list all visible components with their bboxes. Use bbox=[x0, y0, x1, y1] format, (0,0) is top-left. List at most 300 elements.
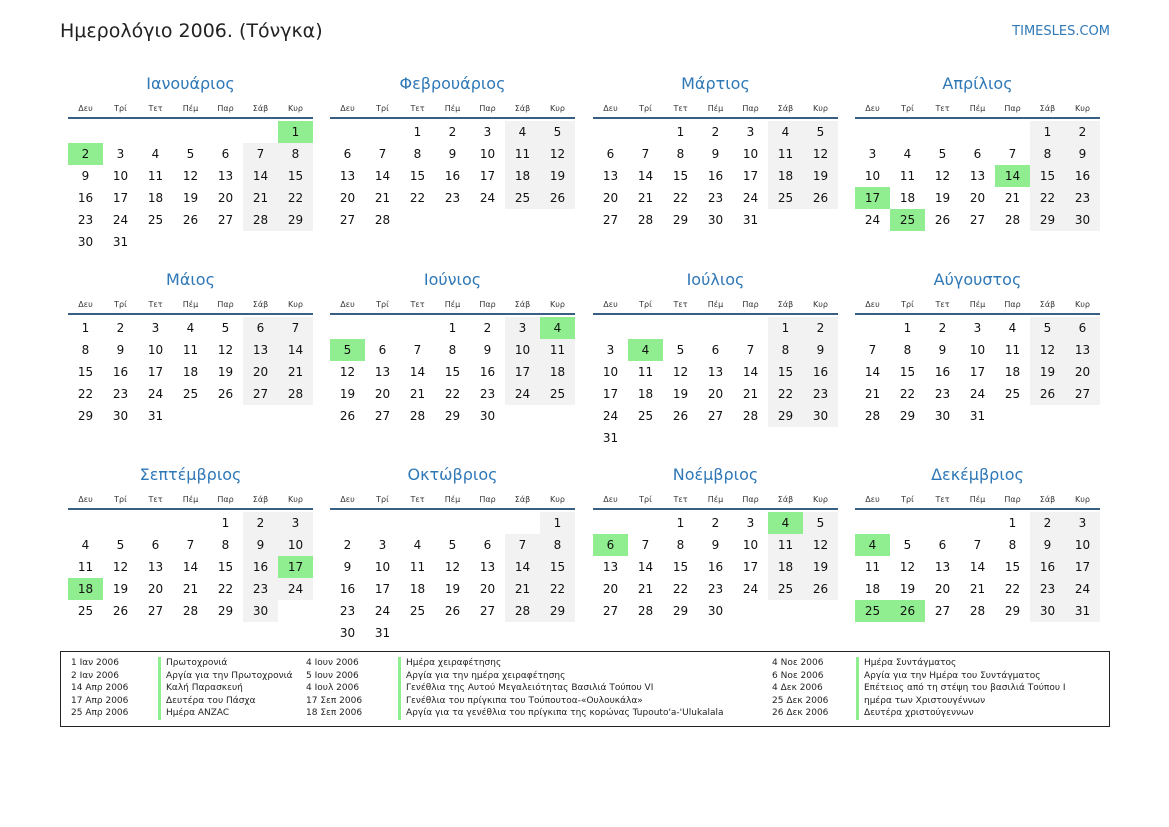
empty-cell bbox=[925, 121, 960, 143]
day-cell: 19 bbox=[672, 387, 689, 401]
day-cell: 10 bbox=[864, 169, 881, 183]
day-cell: 1 bbox=[221, 516, 230, 530]
day-cell: 20 bbox=[1065, 361, 1100, 383]
empty-cell bbox=[698, 427, 733, 449]
holiday-date: 17 Απρ 2006 bbox=[71, 695, 129, 706]
day-cell: 11 bbox=[540, 339, 575, 361]
day-cell: 13 bbox=[243, 339, 278, 361]
empty-cell bbox=[400, 512, 435, 534]
day-cell: 13 bbox=[602, 169, 619, 183]
day-cell: 9 bbox=[803, 339, 838, 361]
empty-cell bbox=[768, 427, 803, 449]
week-row bbox=[593, 143, 838, 165]
day-cell: 3 bbox=[151, 321, 160, 335]
empty-cell bbox=[540, 405, 575, 427]
weekday-label: Κυρ bbox=[288, 495, 303, 504]
weekday-label: Κυρ bbox=[550, 104, 565, 113]
day-cell: 29 bbox=[768, 405, 803, 427]
day-cell: 21 bbox=[243, 187, 278, 209]
month-title: Ιούνιος bbox=[423, 270, 482, 289]
day-cell: 4 bbox=[186, 321, 195, 335]
day-cell: 22 bbox=[540, 578, 575, 600]
day-cell: 17 bbox=[505, 361, 540, 383]
empty-cell bbox=[628, 427, 663, 449]
day-cell: 1 bbox=[413, 125, 422, 139]
empty-cell bbox=[890, 512, 925, 534]
empty-cell bbox=[470, 512, 505, 534]
day-cell: 8 bbox=[903, 343, 912, 357]
empty-cell bbox=[208, 405, 243, 427]
day-cell: 17 bbox=[969, 365, 986, 379]
day-cell: 12 bbox=[217, 343, 234, 357]
day-cell: 6 bbox=[343, 147, 352, 161]
weekday-header bbox=[68, 494, 313, 510]
empty-cell bbox=[663, 427, 698, 449]
day-cell: 9 bbox=[243, 534, 278, 556]
day-cell: 29 bbox=[540, 600, 575, 622]
week-row bbox=[855, 556, 1100, 578]
empty-cell bbox=[138, 231, 173, 253]
day-cell: 14 bbox=[637, 169, 654, 183]
empty-cell bbox=[138, 121, 173, 143]
empty-cell bbox=[243, 231, 278, 253]
day-cell: 4 bbox=[151, 147, 160, 161]
weekday-label: Πέμ bbox=[444, 104, 461, 113]
day-cell: 8 bbox=[448, 343, 457, 357]
day-cell: 23 bbox=[339, 604, 356, 618]
weekday-label: Παρ bbox=[217, 300, 234, 309]
day-cell: 10 bbox=[742, 147, 759, 161]
day-cell: 15 bbox=[540, 556, 575, 578]
day-cell: 3 bbox=[505, 317, 540, 339]
day-cell: 23 bbox=[803, 383, 838, 405]
day-cell: 6 bbox=[711, 343, 720, 357]
day-cell: 25 bbox=[505, 187, 540, 209]
day-cell: 8 bbox=[413, 147, 422, 161]
day-cell: 17 bbox=[112, 191, 129, 205]
day-cell: 12 bbox=[934, 169, 951, 183]
day-cell: 11 bbox=[505, 143, 540, 165]
week-row bbox=[330, 143, 575, 165]
day-cell: 20 bbox=[969, 191, 986, 205]
week-row bbox=[330, 534, 575, 556]
day-cell: 26 bbox=[540, 187, 575, 209]
day-cell: 30 bbox=[112, 409, 129, 423]
weekday-label: Κυρ bbox=[288, 300, 303, 309]
empty-cell bbox=[925, 512, 960, 534]
holiday-day-cell: 17 bbox=[855, 187, 890, 209]
weekday-label: Σάβ bbox=[514, 104, 531, 113]
day-cell: 28 bbox=[1004, 213, 1021, 227]
empty-cell bbox=[330, 512, 365, 534]
holiday-day-cell: 4 bbox=[628, 339, 663, 361]
week-row bbox=[855, 361, 1100, 383]
month-title: Οκτώβριος bbox=[407, 465, 498, 484]
day-cell: 6 bbox=[606, 147, 615, 161]
month-block bbox=[330, 269, 575, 427]
weekday-label: Τετ bbox=[673, 104, 688, 113]
weekday-header bbox=[855, 103, 1100, 119]
day-cell: 7 bbox=[641, 538, 650, 552]
week-row bbox=[330, 339, 575, 361]
weekday-label: Τετ bbox=[148, 495, 163, 504]
weekday-label: Κυρ bbox=[813, 104, 828, 113]
day-cell: 27 bbox=[339, 213, 356, 227]
day-cell: 2 bbox=[1030, 512, 1065, 534]
week-row bbox=[68, 361, 313, 383]
day-cell: 13 bbox=[374, 365, 391, 379]
week-row bbox=[855, 209, 1100, 231]
weekday-label: Πέμ bbox=[182, 104, 199, 113]
day-cell: 11 bbox=[637, 365, 654, 379]
day-cell: 4 bbox=[81, 538, 90, 552]
empty-cell bbox=[1030, 405, 1065, 427]
weekday-label: Κυρ bbox=[1075, 104, 1090, 113]
weekday-header bbox=[855, 494, 1100, 510]
day-cell: 23 bbox=[1065, 187, 1100, 209]
day-cell: 6 bbox=[973, 147, 982, 161]
day-cell: 30 bbox=[479, 409, 496, 423]
day-cell: 17 bbox=[374, 582, 391, 596]
weekday-label: Παρ bbox=[1004, 104, 1021, 113]
day-cell: 3 bbox=[868, 147, 877, 161]
weekday-label: Παρ bbox=[479, 495, 496, 504]
week-row bbox=[68, 339, 313, 361]
week-row bbox=[68, 143, 313, 165]
day-cell: 27 bbox=[602, 213, 619, 227]
weekday-label: Πέμ bbox=[444, 300, 461, 309]
day-cell: 5 bbox=[221, 321, 230, 335]
day-cell: 21 bbox=[278, 361, 313, 383]
empty-cell bbox=[365, 512, 400, 534]
weekday-header bbox=[330, 494, 575, 510]
week-row bbox=[855, 534, 1100, 556]
day-cell: 15 bbox=[409, 169, 426, 183]
week-row bbox=[855, 317, 1100, 339]
day-cell: 31 bbox=[742, 213, 759, 227]
holiday-name: Καλή Παρασκευή bbox=[158, 682, 243, 695]
week-row bbox=[68, 317, 313, 339]
day-cell: 5 bbox=[116, 538, 125, 552]
empty-cell bbox=[435, 512, 470, 534]
day-cell: 12 bbox=[540, 143, 575, 165]
week-row bbox=[68, 209, 313, 231]
month-block bbox=[593, 464, 838, 622]
site-link[interactable]: TIMESLES.COM bbox=[1012, 24, 1110, 39]
weekday-label: Τρί bbox=[639, 495, 652, 504]
day-cell: 25 bbox=[768, 187, 803, 209]
day-cell: 15 bbox=[278, 165, 313, 187]
day-cell: 16 bbox=[934, 365, 951, 379]
weekday-label: Κυρ bbox=[1075, 300, 1090, 309]
day-cell: 16 bbox=[803, 361, 838, 383]
month-block bbox=[330, 464, 575, 644]
day-cell: 28 bbox=[742, 409, 759, 423]
day-cell: 17 bbox=[147, 365, 164, 379]
day-cell: 16 bbox=[707, 560, 724, 574]
empty-cell bbox=[400, 622, 435, 644]
day-cell: 1 bbox=[768, 317, 803, 339]
month-block bbox=[593, 73, 838, 231]
weekday-label: Τρί bbox=[114, 300, 127, 309]
day-cell: 27 bbox=[479, 604, 496, 618]
weekday-header bbox=[330, 103, 575, 119]
holiday-date: 4 Ιουν 2006 bbox=[306, 658, 359, 668]
day-cell: 10 bbox=[147, 343, 164, 357]
day-cell: 24 bbox=[374, 604, 391, 618]
day-cell: 12 bbox=[803, 534, 838, 556]
week-row bbox=[330, 556, 575, 578]
week-row bbox=[855, 165, 1100, 187]
day-cell: 13 bbox=[217, 169, 234, 183]
day-cell: 28 bbox=[278, 383, 313, 405]
day-cell: 21 bbox=[637, 191, 654, 205]
day-cell: 23 bbox=[112, 387, 129, 401]
empty-cell bbox=[278, 405, 313, 427]
day-cell: 14 bbox=[864, 365, 881, 379]
day-cell: 8 bbox=[676, 147, 685, 161]
day-cell: 14 bbox=[182, 560, 199, 574]
empty-cell bbox=[628, 317, 663, 339]
day-cell: 13 bbox=[602, 560, 619, 574]
day-cell: 9 bbox=[1030, 534, 1065, 556]
day-cell: 14 bbox=[969, 560, 986, 574]
holiday-day-cell: 14 bbox=[995, 165, 1030, 187]
week-row bbox=[855, 339, 1100, 361]
holiday-date: 18 Σεπ 2006 bbox=[306, 708, 363, 719]
empty-cell bbox=[803, 600, 838, 622]
day-cell: 4 bbox=[413, 538, 422, 552]
day-cell: 18 bbox=[864, 582, 881, 596]
day-cell: 7 bbox=[641, 147, 650, 161]
weekday-label: Δευ bbox=[78, 495, 93, 504]
month-block bbox=[855, 73, 1100, 231]
day-cell: 14 bbox=[637, 560, 654, 574]
day-cell: 12 bbox=[182, 169, 199, 183]
holiday-name: Δευτέρα του Πάσχα bbox=[158, 695, 256, 708]
weekday-label: Σάβ bbox=[252, 300, 269, 309]
holiday-day-cell: 26 bbox=[890, 600, 925, 622]
day-cell: 1 bbox=[81, 321, 90, 335]
day-cell: 19 bbox=[112, 582, 129, 596]
day-cell: 1 bbox=[448, 321, 457, 335]
day-cell: 28 bbox=[969, 604, 986, 618]
day-cell: 21 bbox=[1004, 191, 1021, 205]
day-cell: 9 bbox=[711, 538, 720, 552]
weekday-label: Δευ bbox=[603, 104, 618, 113]
day-cell: 19 bbox=[444, 582, 461, 596]
day-cell: 28 bbox=[637, 213, 654, 227]
day-cell: 20 bbox=[479, 582, 496, 596]
day-cell: 21 bbox=[742, 387, 759, 401]
empty-cell bbox=[435, 622, 470, 644]
day-cell: 2 bbox=[938, 321, 947, 335]
day-cell: 30 bbox=[707, 604, 724, 618]
day-cell: 12 bbox=[672, 365, 689, 379]
weekday-label: Τρί bbox=[639, 300, 652, 309]
day-cell: 26 bbox=[803, 187, 838, 209]
day-cell: 7 bbox=[378, 147, 387, 161]
day-cell: 24 bbox=[147, 387, 164, 401]
holiday-day-cell: 25 bbox=[890, 209, 925, 231]
day-cell: 7 bbox=[186, 538, 195, 552]
empty-cell bbox=[995, 121, 1030, 143]
day-cell: 8 bbox=[278, 143, 313, 165]
weekday-label: Τετ bbox=[410, 104, 425, 113]
month-title: Μάρτιος bbox=[681, 74, 750, 93]
weekday-label: Πέμ bbox=[969, 300, 986, 309]
day-cell: 1 bbox=[540, 512, 575, 534]
month-title: Σεπτέμβριος bbox=[139, 465, 242, 484]
day-cell: 12 bbox=[1030, 339, 1065, 361]
empty-cell bbox=[138, 512, 173, 534]
day-cell: 8 bbox=[676, 538, 685, 552]
empty-cell bbox=[593, 317, 628, 339]
day-cell: 15 bbox=[77, 365, 94, 379]
day-cell: 3 bbox=[746, 125, 755, 139]
day-cell: 21 bbox=[182, 582, 199, 596]
day-cell: 26 bbox=[1030, 383, 1065, 405]
weekday-label: Παρ bbox=[742, 104, 759, 113]
day-cell: 8 bbox=[1030, 143, 1065, 165]
day-cell: 3 bbox=[606, 343, 615, 357]
day-cell: 30 bbox=[1065, 209, 1100, 231]
day-cell: 23 bbox=[479, 387, 496, 401]
empty-cell bbox=[768, 600, 803, 622]
week-row bbox=[855, 512, 1100, 534]
week-row bbox=[593, 339, 838, 361]
day-cell: 18 bbox=[540, 361, 575, 383]
day-cell: 24 bbox=[278, 578, 313, 600]
day-cell: 2 bbox=[448, 125, 457, 139]
week-row bbox=[330, 405, 575, 427]
day-cell: 8 bbox=[540, 534, 575, 556]
month-title: Ιούλιος bbox=[686, 270, 745, 289]
day-cell: 12 bbox=[803, 143, 838, 165]
day-cell: 25 bbox=[637, 409, 654, 423]
month-title: Νοέμβριος bbox=[672, 465, 759, 484]
empty-cell bbox=[400, 209, 435, 231]
week-row bbox=[855, 383, 1100, 405]
week-row bbox=[855, 143, 1100, 165]
day-cell: 9 bbox=[448, 147, 457, 161]
day-cell: 25 bbox=[1004, 387, 1021, 401]
empty-cell bbox=[330, 121, 365, 143]
day-cell: 17 bbox=[602, 387, 619, 401]
weekday-label: Σάβ bbox=[252, 495, 269, 504]
day-cell: 23 bbox=[444, 191, 461, 205]
day-cell: 30 bbox=[934, 409, 951, 423]
weekday-label: Δευ bbox=[865, 495, 880, 504]
day-cell: 20 bbox=[934, 582, 951, 596]
week-row bbox=[330, 622, 575, 644]
month-block bbox=[855, 464, 1100, 622]
empty-cell bbox=[505, 512, 540, 534]
day-cell: 3 bbox=[378, 538, 387, 552]
day-cell: 9 bbox=[483, 343, 492, 357]
day-cell: 31 bbox=[112, 235, 129, 249]
day-cell: 10 bbox=[112, 169, 129, 183]
day-cell: 28 bbox=[182, 604, 199, 618]
day-cell: 4 bbox=[505, 121, 540, 143]
day-cell: 28 bbox=[505, 600, 540, 622]
day-cell: 7 bbox=[746, 343, 755, 357]
week-row bbox=[593, 556, 838, 578]
day-cell: 18 bbox=[147, 191, 164, 205]
day-cell: 21 bbox=[409, 387, 426, 401]
day-cell: 23 bbox=[934, 387, 951, 401]
weekday-label: Δευ bbox=[340, 300, 355, 309]
day-cell: 11 bbox=[77, 560, 94, 574]
day-cell: 22 bbox=[77, 387, 94, 401]
weekday-label: Σάβ bbox=[1039, 104, 1056, 113]
day-cell: 29 bbox=[672, 213, 689, 227]
day-cell: 16 bbox=[243, 556, 278, 578]
day-cell: 30 bbox=[339, 626, 356, 640]
empty-cell bbox=[103, 121, 138, 143]
day-cell: 28 bbox=[374, 213, 391, 227]
day-cell: 12 bbox=[899, 560, 916, 574]
day-cell: 7 bbox=[278, 317, 313, 339]
day-cell: 16 bbox=[444, 169, 461, 183]
holiday-day-cell: 5 bbox=[330, 339, 365, 361]
week-row bbox=[68, 512, 313, 534]
empty-cell bbox=[103, 512, 138, 534]
holiday-date: 6 Νοε 2006 bbox=[772, 670, 824, 681]
day-cell: 16 bbox=[479, 365, 496, 379]
day-cell: 16 bbox=[77, 191, 94, 205]
day-cell: 1 bbox=[1008, 516, 1017, 530]
month-title: Απρίλιος bbox=[942, 74, 1013, 93]
day-cell: 15 bbox=[899, 365, 916, 379]
weekday-label: Παρ bbox=[217, 104, 234, 113]
day-cell: 15 bbox=[672, 560, 689, 574]
empty-cell bbox=[278, 231, 313, 253]
day-cell: 22 bbox=[409, 191, 426, 205]
day-cell: 25 bbox=[409, 604, 426, 618]
weekday-label: Παρ bbox=[479, 104, 496, 113]
day-cell: 11 bbox=[768, 143, 803, 165]
weekday-label: Πέμ bbox=[707, 495, 724, 504]
day-cell: 18 bbox=[768, 556, 803, 578]
day-cell: 22 bbox=[899, 387, 916, 401]
day-cell: 19 bbox=[934, 191, 951, 205]
week-row bbox=[330, 361, 575, 383]
weekday-label: Τετ bbox=[935, 104, 950, 113]
empty-cell bbox=[733, 317, 768, 339]
weekday-label: Σάβ bbox=[777, 495, 794, 504]
day-cell: 28 bbox=[864, 409, 881, 423]
empty-cell bbox=[540, 622, 575, 644]
day-cell: 6 bbox=[151, 538, 160, 552]
weekday-label: Σάβ bbox=[1039, 300, 1056, 309]
weekday-label: Παρ bbox=[479, 300, 496, 309]
weekday-header bbox=[593, 103, 838, 119]
holiday-name: Ημέρα Συντάγματος bbox=[856, 657, 956, 670]
holiday-date: 25 Δεκ 2006 bbox=[772, 695, 829, 706]
day-cell: 19 bbox=[1030, 361, 1065, 383]
month-block bbox=[68, 269, 313, 427]
day-cell: 16 bbox=[707, 169, 724, 183]
day-cell: 5 bbox=[803, 121, 838, 143]
day-cell: 5 bbox=[938, 147, 947, 161]
day-cell: 10 bbox=[505, 339, 540, 361]
month-title: Ιανουάριος bbox=[146, 74, 235, 93]
week-row bbox=[330, 209, 575, 231]
day-cell: 10 bbox=[969, 343, 986, 357]
weekday-label: Τετ bbox=[673, 495, 688, 504]
day-cell: 7 bbox=[973, 538, 982, 552]
